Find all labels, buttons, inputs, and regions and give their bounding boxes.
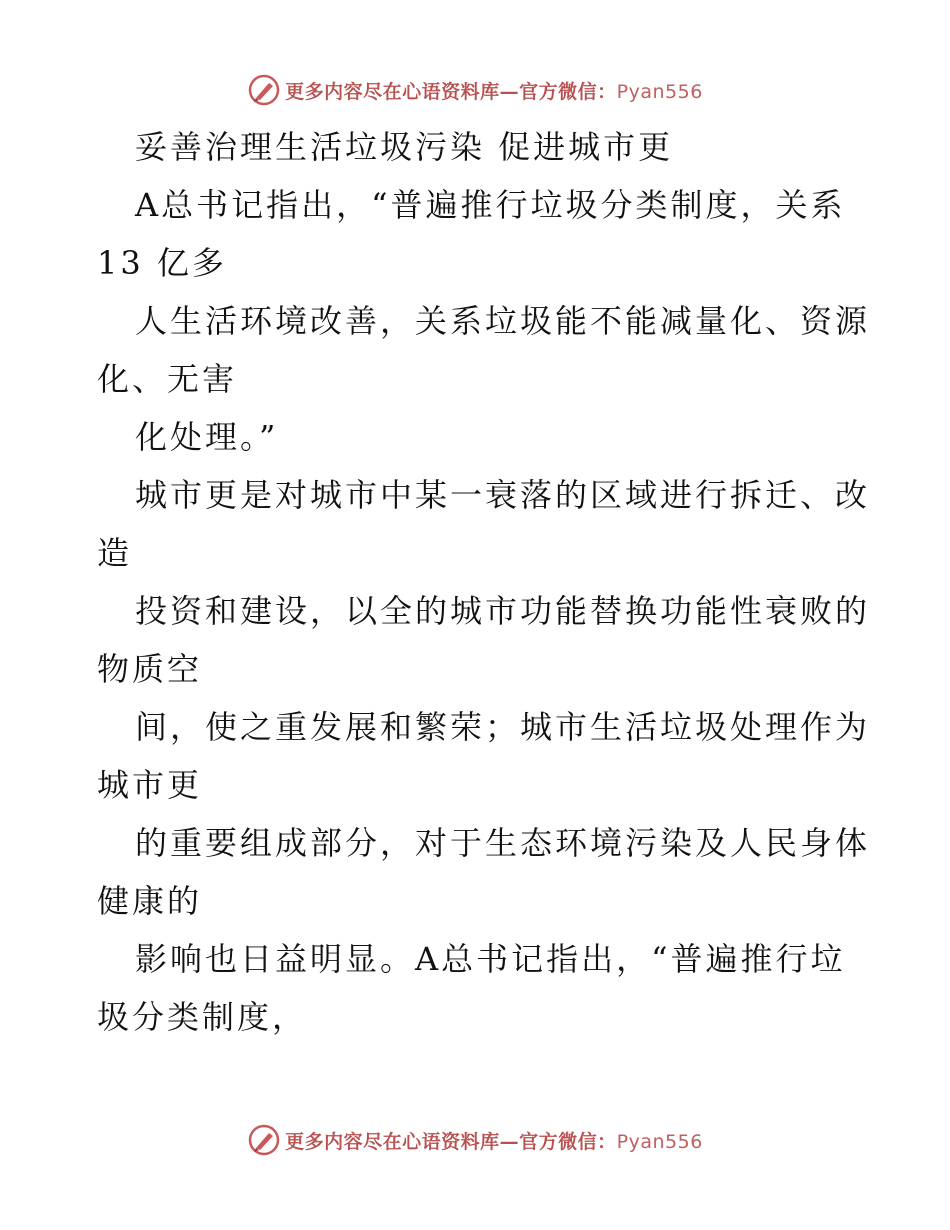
doc-line-12: 城市更 xyxy=(97,766,203,804)
header-banner-text: 更多内容尽在心语资料库—官方微信：Pyan556 xyxy=(285,80,703,103)
doc-line-16: 圾分类制度， xyxy=(97,998,308,1036)
doc-line-6: 化处理。” xyxy=(135,418,279,456)
pen-logo-icon xyxy=(247,73,281,107)
doc-line-10: 物质空 xyxy=(97,650,203,688)
doc-line-13: 的重要组成部分，对于生态环境污染及人民身体 xyxy=(135,824,871,862)
doc-line-4: 人生活环境改善，关系垃圾能不能减量化、资源 xyxy=(135,302,871,340)
doc-line-2: A总书记指出，“普遍推行垃圾分类制度，关系 xyxy=(135,186,846,224)
doc-line-15: 影响也日益明显。A总书记指出，“普遍推行垃 xyxy=(135,940,846,978)
header-banner xyxy=(0,70,950,110)
doc-line-14: 健康的 xyxy=(97,882,203,920)
footer-banner-text: 更多内容尽在心语资料库—官方微信：Pyan556 xyxy=(285,1130,703,1153)
doc-line-9: 投资和建设，以全的城市功能替换功能性衰败的 xyxy=(135,592,871,630)
doc-line-3: 13 亿多 xyxy=(97,244,227,282)
doc-line-8: 造 xyxy=(97,534,133,572)
pen-logo-icon xyxy=(247,1123,281,1157)
doc-line-11: 间，使之重发展和繁荣；城市生活垃圾处理作为 xyxy=(135,708,871,746)
doc-line-5: 化、无害 xyxy=(97,360,238,398)
footer-banner xyxy=(0,1120,950,1160)
doc-line-7: 城市更是对城市中某一衰落的区域进行拆迁、改 xyxy=(135,476,871,514)
header-wechat-handle: Pyan556 xyxy=(616,80,703,103)
document-body xyxy=(97,118,871,1046)
doc-line-1: 妥善治理生活垃圾污染 促进城市更 xyxy=(135,128,674,166)
footer-wechat-handle: Pyan556 xyxy=(616,1130,703,1153)
